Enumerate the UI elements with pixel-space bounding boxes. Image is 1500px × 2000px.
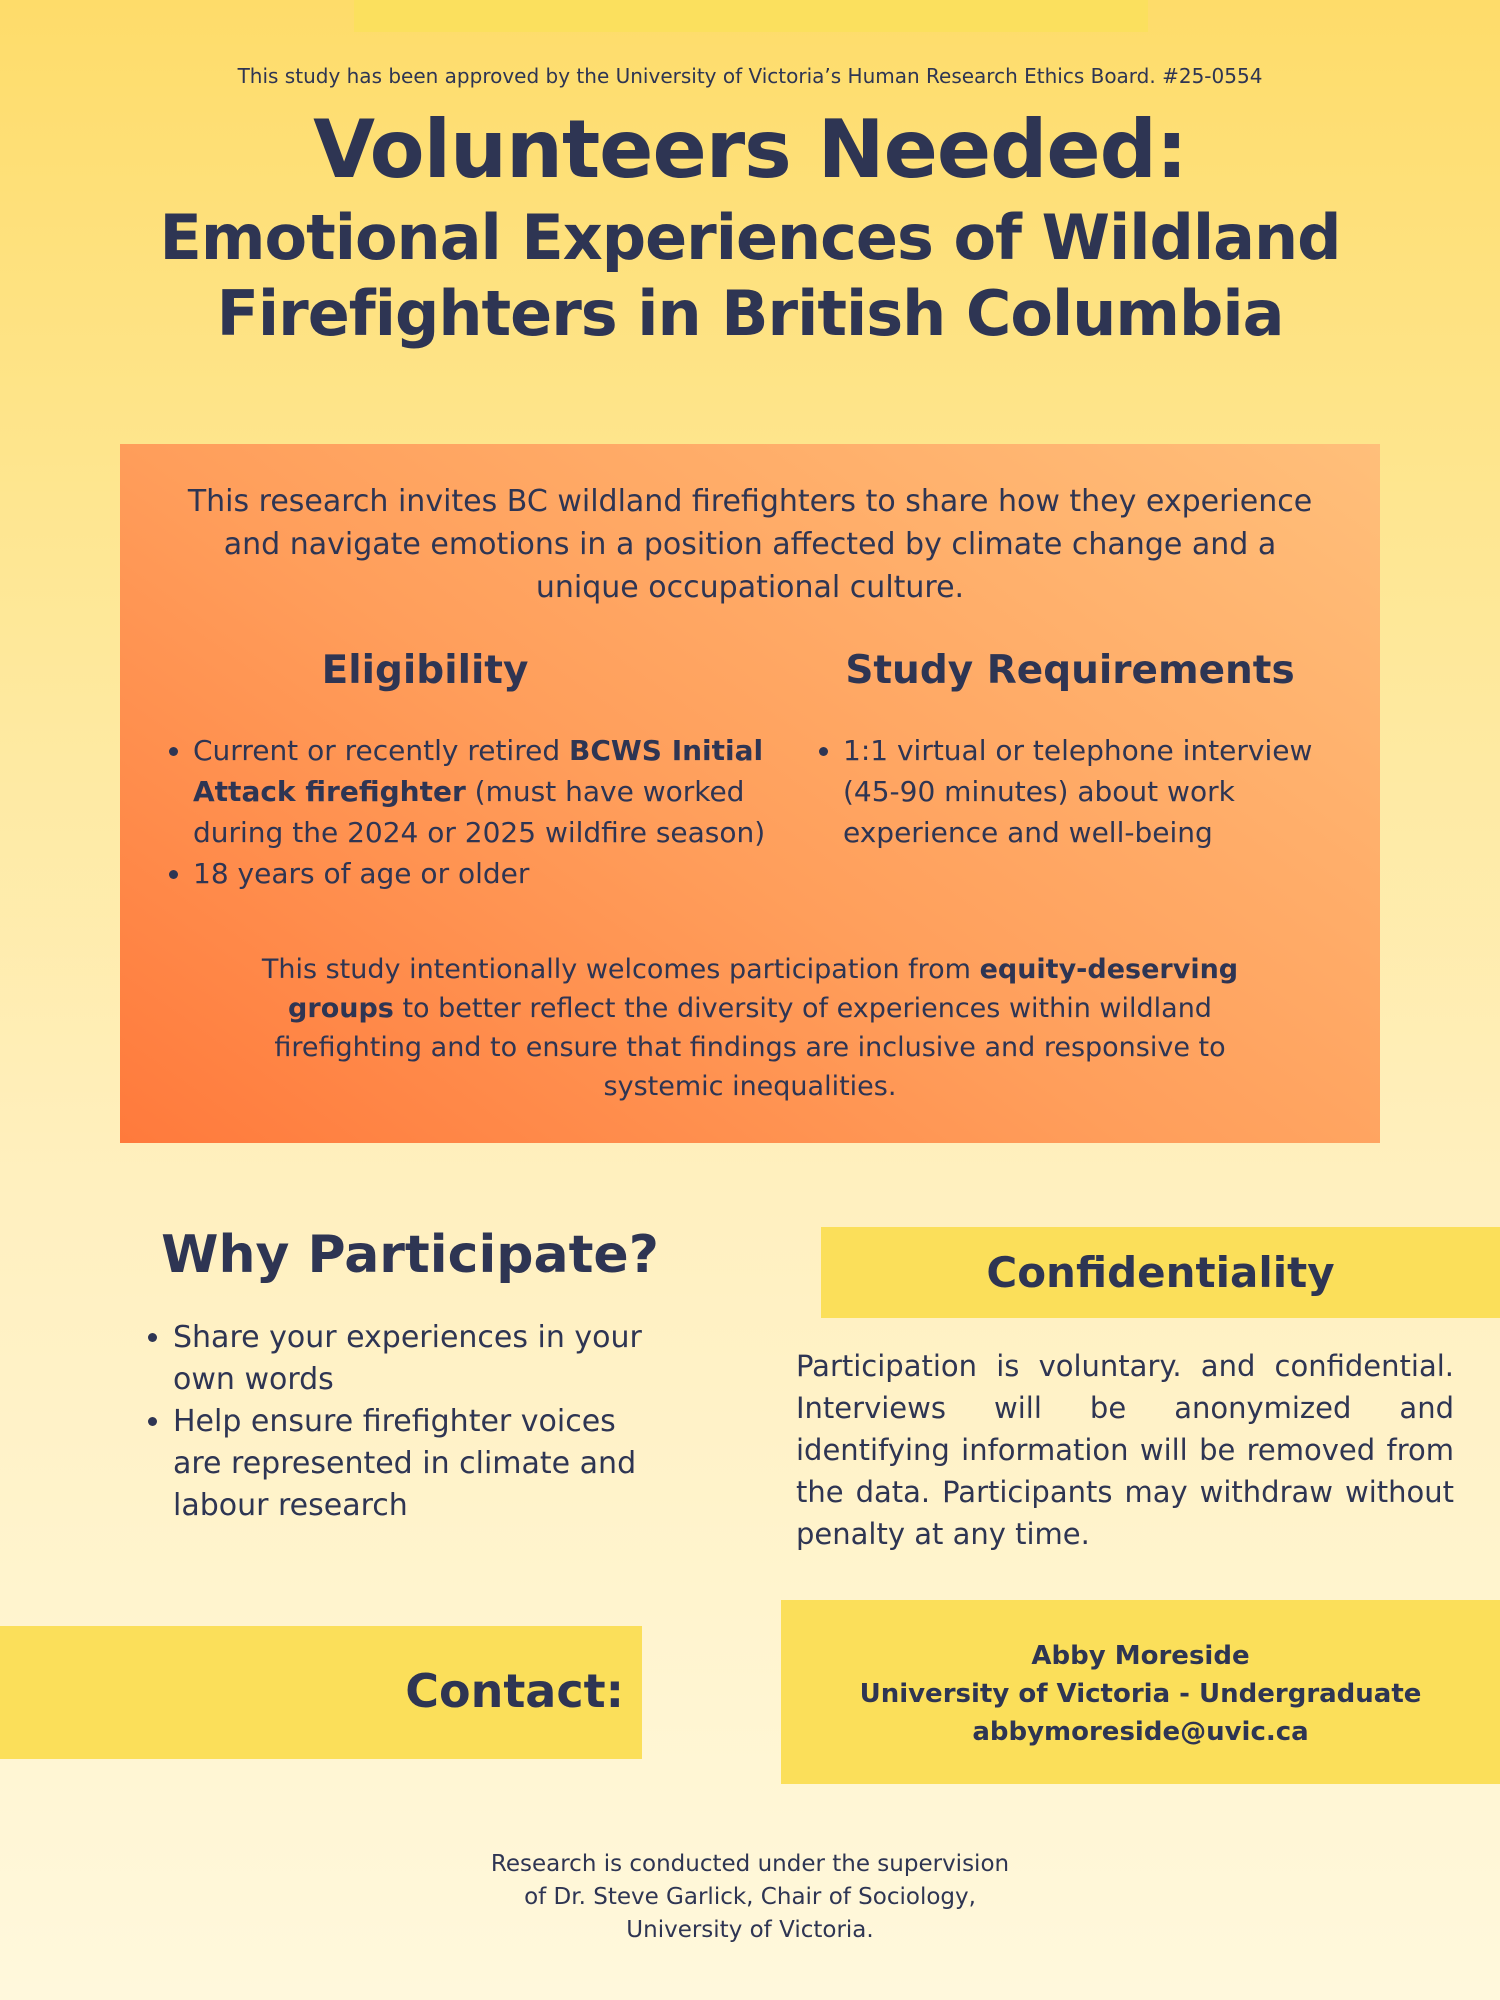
- list-item: • Help ensure firefighter voices are represented in climate and labour research: [173, 1401, 665, 1527]
- eligibility-item-1-pre: Current or recently retired: [193, 734, 570, 767]
- footer-line-3: University of Victoria.: [626, 1917, 874, 1943]
- equity-statement: [230, 950, 1270, 1106]
- list-item: • Share your experiences in your own words: [173, 1317, 665, 1401]
- subtitle-line-2: Firefighters in British Columbia: [216, 277, 1284, 350]
- eligibility-heading: Eligibility: [321, 648, 529, 693]
- contact-details: [781, 1637, 1500, 1751]
- intro-text: This research invites BC wildland firefighters to share how they experience and navigate emotions in a position affected by climate change and a unique occupational culture.: [187, 484, 1313, 605]
- eligibility-item-1-post: (must have worked during the 2024 or 2025 wildfire season): [193, 775, 766, 849]
- contact-label: Contact:: [405, 1664, 624, 1718]
- footer-line-1: Research is conducted under the supervision: [490, 1851, 1010, 1877]
- confidentiality-text: Participation is voluntary. and confidential. Interviews will be anonymized and identifying information will be removed from the data. Participants may withdraw without penalty at any time.: [796, 1349, 1454, 1551]
- subtitle-line-1: Emotional Experiences of Wildland: [159, 201, 1341, 274]
- page-subtitle: [60, 200, 1440, 352]
- equity-post: to better reflect the diversity of experiences within wildland firefighting and to ensure that findings are inclusive and responsive to systemic inequalities.: [274, 993, 1226, 1102]
- contact-affiliation: University of Victoria - Undergraduate: [859, 1679, 1422, 1709]
- list-item: • 1:1 virtual or telephone interview (45-90 minutes) about work experience and well-being: [843, 730, 1335, 853]
- ethics-approval-note: This study has been approved by the University of Victoria’s Human Research Ethics Board. #25-0554: [237, 64, 1263, 88]
- top-decor-strip: [354, 0, 1148, 32]
- requirements-list: [815, 730, 1335, 853]
- list-item: [193, 730, 805, 853]
- eligibility-item-1-bold: BCWS Initial Attack firefighter: [193, 734, 764, 808]
- equity-bold: equity-deserving groups: [288, 954, 1239, 1024]
- list-item: • 18 years of age or older: [193, 853, 805, 894]
- requirements-heading: Study Requirements: [845, 648, 1295, 693]
- contact-email[interactable]: abbymoreside@uvic.ca: [972, 1717, 1309, 1747]
- footer-line-2: of Dr. Steve Garlick, Chair of Sociology,: [524, 1884, 976, 1910]
- why-participate-list: [145, 1317, 665, 1527]
- why-participate-heading: Why Participate?: [161, 1225, 659, 1285]
- eligibility-list: [165, 730, 805, 894]
- page-title: Volunteers Needed:: [313, 103, 1187, 196]
- confidentiality-heading: Confidentiality: [986, 1248, 1335, 1297]
- equity-pre: This study intentionally welcomes participation from: [261, 954, 980, 985]
- contact-name: Abby Moreside: [1031, 1641, 1250, 1671]
- supervision-footer: [0, 1848, 1500, 1947]
